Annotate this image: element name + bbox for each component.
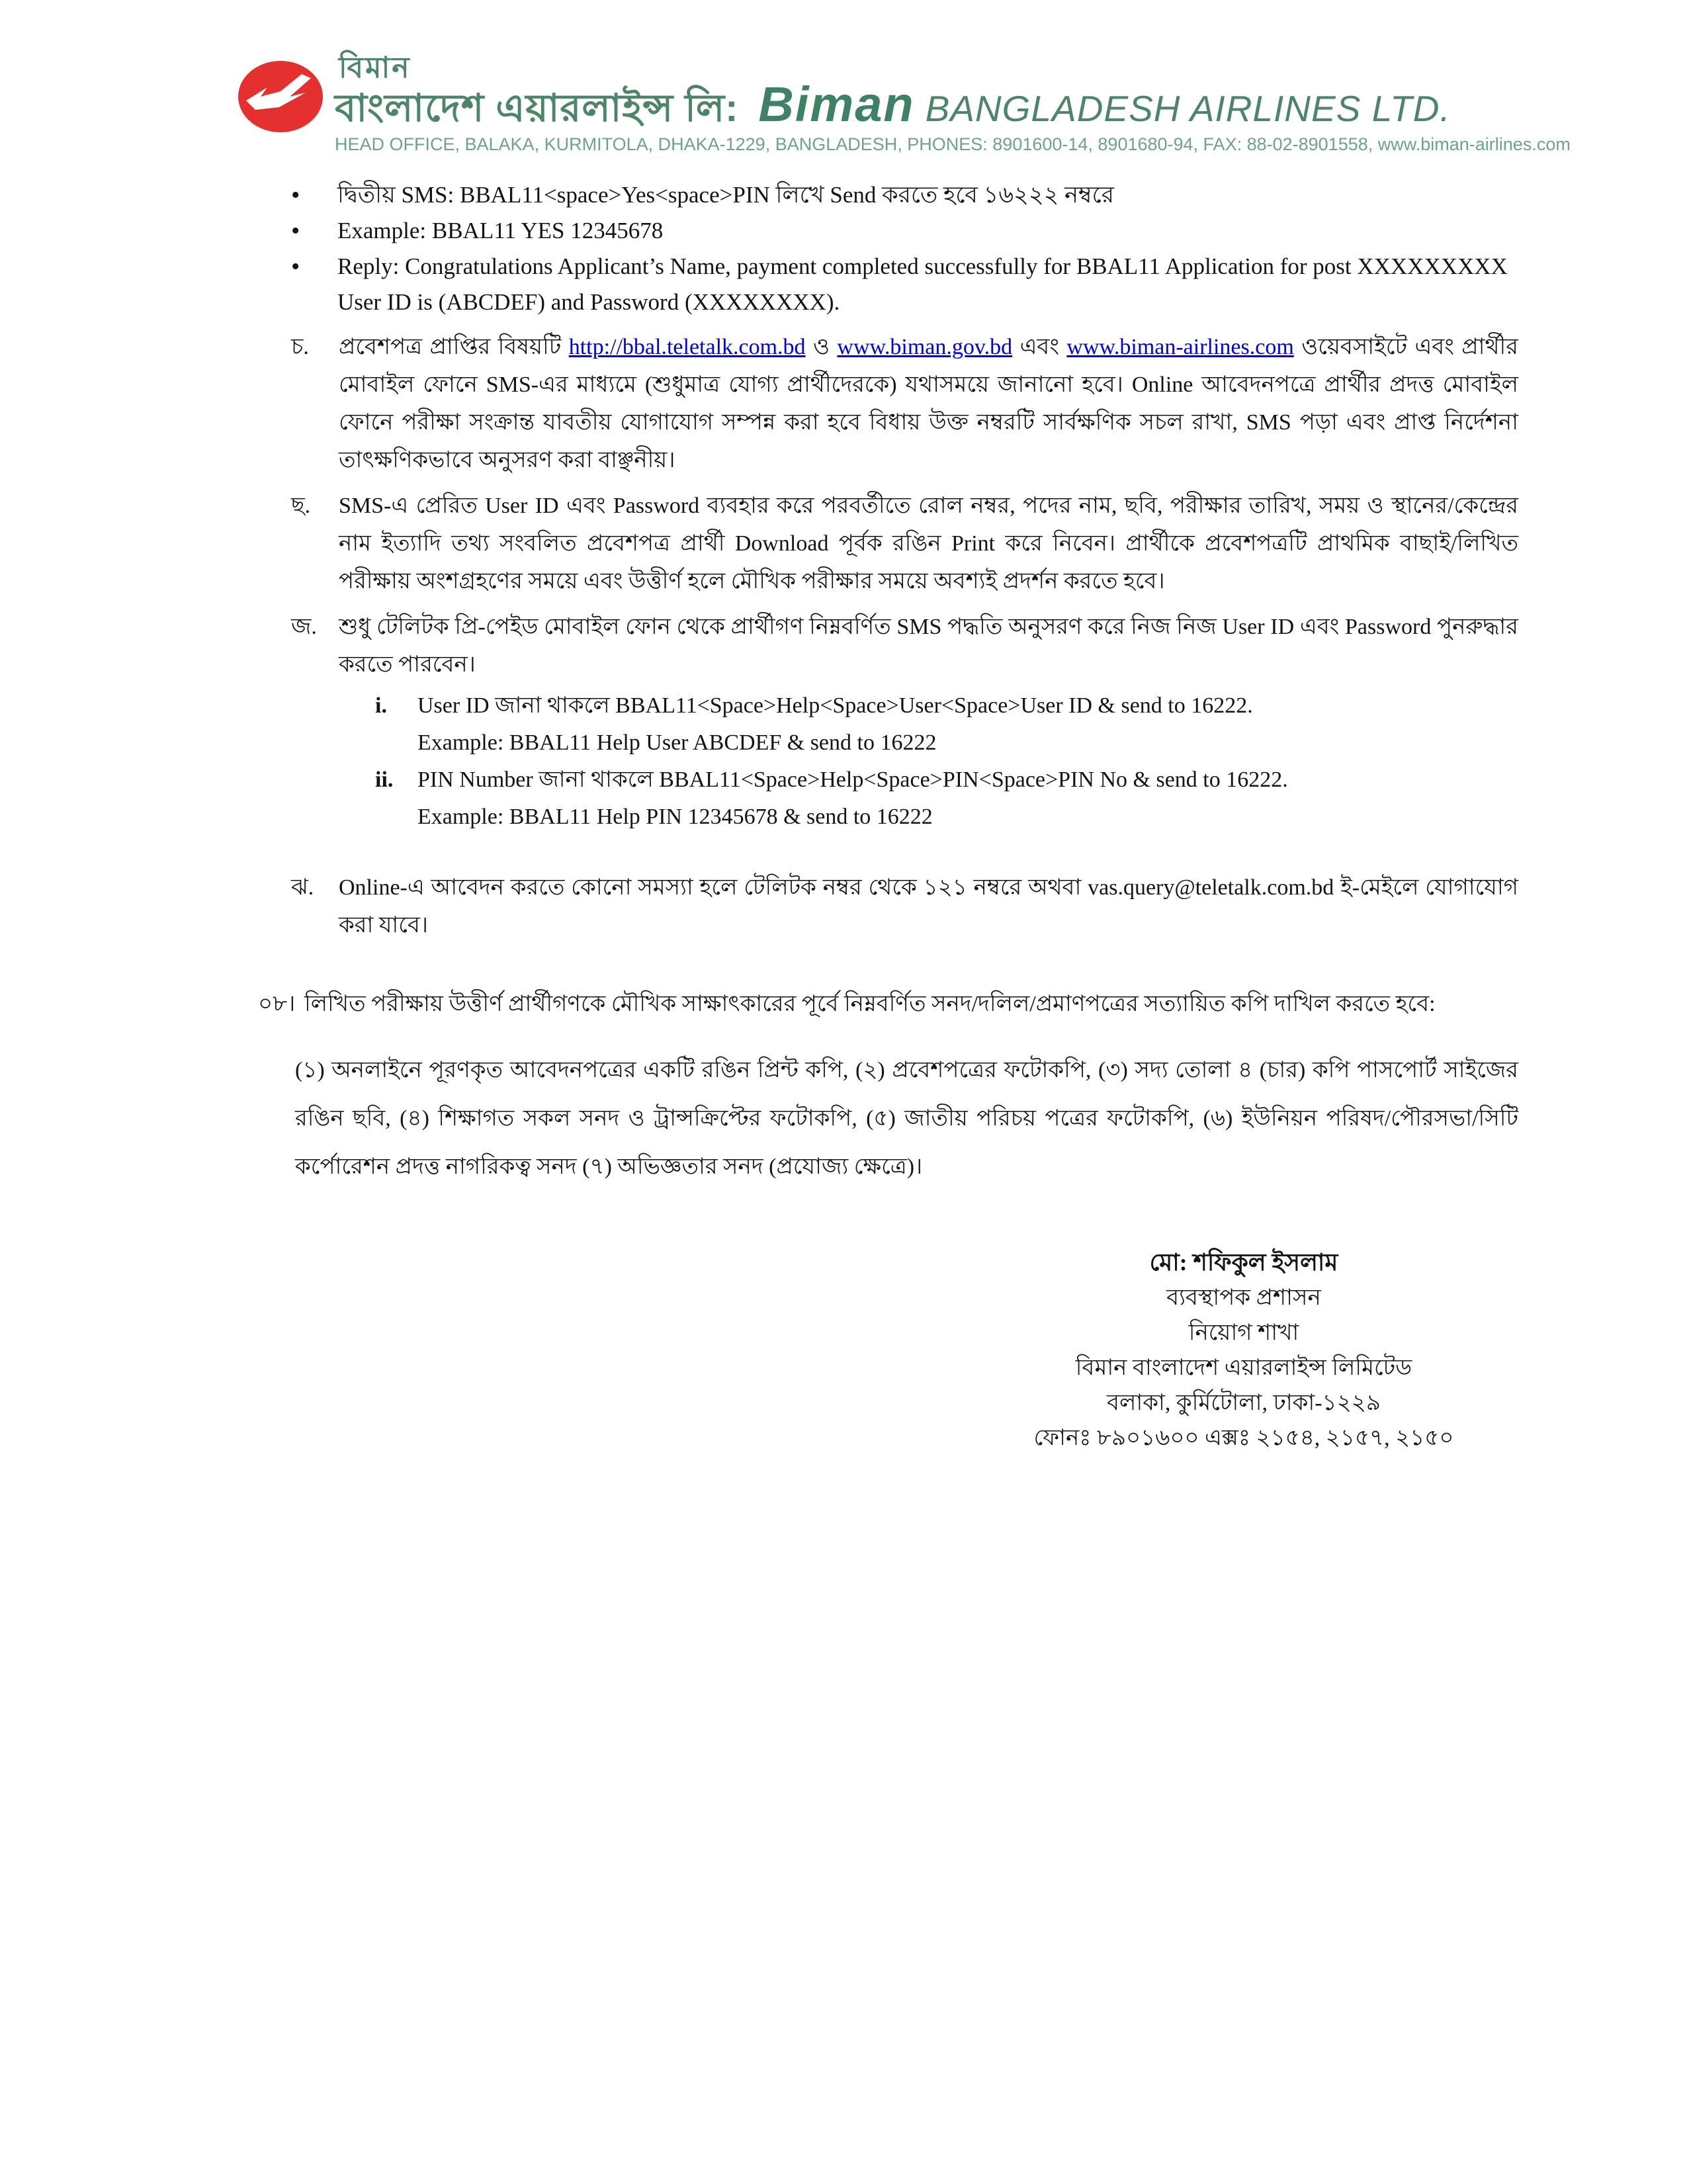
bullet-text: Example: BBAL11 YES 12345678 (337, 218, 664, 243)
sub-item-marker: ii. (375, 767, 394, 792)
sub-item-example: Example: BBAL11 Help PIN 12345678 & send to 16222 (417, 805, 933, 829)
cha-text-pre: প্রবেশপত্র প্রাপ্তির বিষয়টি (339, 335, 569, 359)
sub-item-instruction: User ID জানা থাকলে BBAL11<Space>Help<Space>User<Space>User ID & send to 16222. (417, 693, 1253, 718)
signatory-block (920, 1245, 1568, 1456)
item-marker: জ. (291, 615, 317, 639)
signatory-address: বলাকা, কুর্মিটোলা, ঢাকা-১২২৯ (1107, 1391, 1381, 1415)
sub-item-example: Example: BBAL11 Help User ABCDEF & send to 16222 (417, 730, 937, 755)
list-item-ja (291, 608, 1518, 836)
sms-help-sublist (375, 687, 1518, 836)
section-08 (258, 985, 1518, 1024)
head-office-address: HEAD OFFICE, BALAKA, KURMITOLA, DHAKA-1229, BANGLADESH, PHONES: 8901600-14, 8901680-94, FAX: 88-02-8901558, www.biman-airlines.com (335, 134, 1571, 154)
item-body: SMS-এ প্রেরিত User ID এবং Password ব্যবহার করে পরবর্তীতে রোল নম্বর, পদের নাম, ছবি, পরীক্ষার তারিখ, সময় ও স্থানের/কেন্দ্রের নাম ইত্যাদি তথ্য সংবলিত প্রবেশপত্র প্রার্থী Download পূর্বক রঙিন Print করে নিবেন। প্রার্থীকে প্রবেশপত্রটি প্রাথমিক বাছাই/লিখিত পরীক্ষায় অংশগ্রহণের সময়ে এবং উত্তীর্ণ হলে মৌখিক পরীক্ষার সময়ে অবশ্যই প্রদর্শন করতে হবে। (339, 494, 1518, 593)
cha-text-mid1: ও (805, 335, 838, 359)
sms-bullet-list (291, 177, 1518, 320)
cha-text-post: ওয়েবসাইটে এবং প্রার্থীর মোবাইল ফোনে SMS-এর মাধ্যমে (শুধুমাত্র যোগ্য প্রার্থীদেরকে) যথাসময়ে জানানো হবে। Online আবেদনপত্রে প্রার্থীর প্রদত্ত মোবাইল ফোনে পরীক্ষা সংক্রান্ত যাবতীয় যোগাযোগ সম্পন্ন করা হবে বিধায় উক্ত নম্বরটি সার্বক্ষণিক সচল রাখা, SMS পড়া এবং প্রাপ্ত নির্দেশনা তাৎক্ষণিকভাবে অনুসরণ করা বাঞ্ছনীয়। (339, 335, 1518, 472)
sms-step-bullet (291, 249, 1518, 320)
section-marker: ০৮। (258, 992, 296, 1016)
document-content (258, 177, 1518, 1456)
signatory-title: ব্যবস্থাপক প্রশাসন (1166, 1286, 1321, 1310)
list-item-cha (291, 328, 1518, 479)
brand-biman-wordmark: Biman (758, 77, 915, 132)
brand-block (335, 53, 1571, 155)
balaka-bird-icon (237, 60, 324, 134)
brand-english-name: BANGLADESH AIRLINES LTD. (925, 88, 1451, 129)
signatory-department: নিয়োগ শাখা (1188, 1321, 1299, 1345)
sub-item-marker: i. (375, 693, 387, 718)
sub-item-instruction: PIN Number জানা থাকলে BBAL11<Space>Help<Space>PIN<Space>PIN No & send to 16222. (417, 767, 1288, 792)
item-marker: ঝ. (291, 875, 314, 900)
item-marker: ছ. (291, 494, 311, 518)
sms-step-bullet (291, 177, 1518, 213)
cha-text-mid2: এবং (1012, 335, 1067, 359)
signatory-name: মো: শফিকুল ইসলাম (1149, 1249, 1338, 1276)
bullet-text: দ্বিতীয় SMS: BBAL11<space>Yes<space>PIN লিখে Send করতে হবে ১৬২২২ নম্বরে (337, 182, 1114, 208)
brand-bengali-line1: বিমান (339, 52, 411, 84)
sub-item-body (417, 687, 1518, 762)
sub-item-ii (375, 762, 1518, 836)
sms-step-bullet (291, 213, 1518, 249)
bullet-icon: • (291, 181, 300, 209)
bullet-icon: • (291, 253, 300, 281)
item-marker: চ. (291, 335, 309, 359)
signatory-phone: ফোনঃ ৮৯০১৬০০ এক্সঃ ২১৫৪, ২১৫৭, ২১৫০ (1033, 1426, 1454, 1450)
bbal-teletalk-link[interactable]: http://bbal.teletalk.com.bd (568, 335, 806, 359)
signatory-company: বিমান বাংলাদেশ এয়ারলাইন্স লিমিটেড (1075, 1356, 1412, 1380)
ja-text: শুধু টেলিটক প্রি-পেইড মোবাইল ফোন থেকে প্রার্থীগণ নিম্নবর্ণিত SMS পদ্ধতি অনুসরণ করে নিজ নিজ User ID এবং Password পুনরুদ্ধার করতে পারবেন। (339, 615, 1518, 677)
list-item-jha (291, 869, 1518, 944)
item-body (339, 608, 1518, 836)
letterhead (237, 53, 1571, 155)
item-body: Online-এ আবেদন করতে কোনো সমস্যা হলে টেলিটক নম্বর থেকে ১২১ নম্বরে অথবা vas.query@teletalk.com.bd ই-মেইলে যোগাযোগ করা যাবে। (339, 875, 1518, 938)
bullet-icon: • (291, 217, 300, 245)
biman-logo (237, 60, 324, 134)
list-item-chha (291, 487, 1518, 600)
required-documents-paragraph: (১) অনলাইনে পূরণকৃত আবেদনপত্রের একটি রঙিন প্রিন্ট কপি, (২) প্রবেশপত্রের ফটোকপি, (৩) সদ্য তোলা ৪ (চার) কপি পাসপোর্ট সাইজের রঙিন ছবি, (৪) শিক্ষাগত সকল সনদ ও ট্রান্সক্রিপ্টের ফটোকপি, (৫) জাতীয় পরিচয় পত্রের ফটোকপি, (৬) ইউনিয়ন পরিষদ/পৌরসভা/সিটি কর্পোরেশন প্রদত্ত নাগরিকত্ব সনদ (৭) অভিজ্ঞতার সনদ (প্রযোজ্য ক্ষেত্রে)। (295, 1058, 1518, 1179)
biman-airlines-link[interactable]: www.biman-airlines.com (1066, 335, 1294, 359)
section-heading: লিখিত পরীক্ষায় উত্তীর্ণ প্রার্থীগণকে মৌখিক সাক্ষাৎকারের পূর্বে নিম্নবর্ণিত সনদ/দলিল/প্রমাণপত্রের সত্যায়িত কপি দাখিল করতে হবে: (304, 992, 1436, 1016)
brand-bengali-line2: বাংলাদেশ এয়ারলাইন্স লি: (335, 87, 739, 130)
sub-item-body (417, 762, 1518, 836)
sub-item-i (375, 687, 1518, 762)
item-body (339, 328, 1518, 479)
biman-gov-link[interactable]: www.biman.gov.bd (837, 335, 1013, 359)
bullet-text: Reply: Congratulations Applicant’s Name, payment completed successfully for BBAL11 Application for post XXXXXXXXX User ID is (ABCDEF) and Password (XXXXXXXX). (337, 253, 1508, 315)
